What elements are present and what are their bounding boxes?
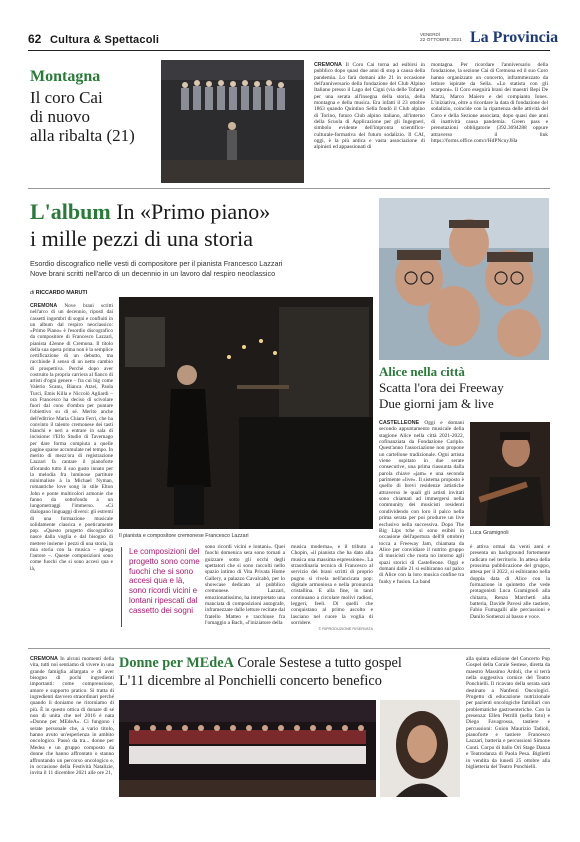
bottom-divider — [28, 648, 550, 649]
section-title: Cultura & Spettacoli — [50, 34, 160, 46]
header-rule — [28, 50, 550, 51]
gospel-choir-photo-image — [119, 700, 376, 797]
pianist-photo-caption: Il pianista e compositore cremonese Francesco Lazzari — [119, 533, 249, 539]
album-title-line1: In «Primo piano» — [116, 199, 271, 224]
montagna-title — [30, 88, 135, 145]
guitarist-photo-image — [470, 422, 550, 526]
singer-portrait-image — [380, 700, 460, 797]
medea-headline — [119, 654, 469, 690]
montagna-title-line2: di nuovo — [30, 107, 90, 126]
gospel-choir-photo — [119, 700, 376, 797]
medea-dateline: CREMONA — [30, 656, 58, 662]
alice-col1-text: Oggi e domani secondo appuntamento musicale della stagione Alice nella città 2021-2022, cofinanziata da Fondazione Cariplo. Quest'anno l'associazione non propone un cartellone tradizionale. Ogni artista viene ospitato in due serate consecutive, una prima riassunta dalla parola chiave «jam» e una seconda parimente «live». Il sistema proposto è quello di brevi residenze artistiche attraverso le quali gli artisti invitati sono chiamati ad immergersi nella community dei musicisti residenti condividendo con loro il palco nella prima serata per poi produrre un live esclusivo nella successiva. Dopo The Big Lips tche si sono esibiti in occasione dell'apertura dell'8 ottobre) tocca a Freeway Jam, chiamata da Alice per convidiare il nutrito gruppo di musicisti che ruota no intorno agli spazi storici di Castelleone. Oggi e domani dalle 21 si esibiranno sul palco di Alice con la loro musica confine tra funky e fusion. La band — [379, 420, 464, 585]
montagna-dateline: CREMONA — [314, 62, 342, 68]
album-kicker: L'album — [30, 199, 111, 224]
montagna-divider — [28, 188, 550, 189]
alice-kicker: Alice nella città — [379, 364, 465, 379]
album-col1 — [30, 303, 113, 636]
masthead: La Provincia — [470, 29, 559, 46]
pianist-photo — [119, 297, 373, 529]
medea-col-right: alla quinta edizione del Concerto Pop Gospel della Corale Sestese, diretta da maestro Massimo Ardoli, che si terrà nella suggestiva cornice del Teatro Ponchielli. Il ricavato della serata sarà destinato a Nanfenti Oncologici. Progetto di educazione nutrizionale per pazienti oncologiche familiari con problematiche gastroenteriche. Con la presenza: Ellen Petrilli (nella foto) e Diego Favagrossa, tastiere e percussioni: Guion Maurizio Tadioli, pianoforte e tastiere Francesco Lazzari, batteria e percussioni Simone Conti. Corpo di ballo Ori Stage Danza e Teatrodanza di Paola Pesa. Biglietti in vendita da lunedì 25 ottobre alla biglietteria del Teatro Ponchielli. — [466, 656, 550, 770]
album-col-b: sono ricordi vicini e lontani». Quei fuochi domenica sera sono tornati a guizzare sotto gli occhi degli spettatori che si sono raccolti nello spazio intimo di Vita Privata Home Gallery, a palazzo Cavalcabò, per lo showcase dedicato al pubblico cremonese. Lazzari, emozionatissimo, ha interpretato una manciata di composizioni autografe, inframezzate dalle letture recitate dal fratello Matteo e racchiuse fra l'omaggio a Bach, «l'iniziatore della — [205, 544, 285, 627]
singer-portrait-photo — [380, 700, 460, 797]
album-dateline: CREMONA — [30, 303, 58, 309]
album-pullquote: Le composizioni del progetto sono come fuochi che si sono accesi qua e là, sono ricordi vicini e lontani ripescati dal cassetto dei sogni — [129, 547, 200, 615]
guitarist-photo — [470, 422, 550, 526]
alice-title — [379, 380, 554, 412]
montagna-col1-text: Il Coro Cai torna ad esibirsi in pubblico dopo quasi due anni di stop a causa della pandemia. Lo farà domani alle 21 in occasione dell'anniversario della fondazione del Club Alpino Italiano presso il Lago del Cigni (via delle Tofane) per una serata all'insegna della storia, della montagna e della musica. Era infatti il 23 ottobre 1863 quando Quintino Sella fondò il Club alpino di Torino, futuro Club alpino italiano, all'interno della Scuola di Applicazione per gli Ingegneri, simbolo evidente dell'impronta scientifico-culturale-formativa del futuro sodalizio. Il CAI, oggi, è la più antica e vasta associazione di alpinisti ed appassionati di — [314, 62, 425, 151]
byline-prefix: di — [30, 290, 35, 296]
montagna-col1 — [314, 62, 425, 182]
album-sub1: Esordio discografico nelle vesti di compositore per il pianista Francesco Lazzari — [30, 259, 283, 268]
freeway-group-photo — [379, 198, 549, 360]
montagna-title-line3: alla ribalta (21) — [30, 126, 135, 145]
album-col1-text: Nove brani scritti nell'arco di un decennio, riposti dai cassetti ingombri di sogni e confluiti in un album dal respiro neoclassico: «Primo Piano» è l'esordio discografico da compositore di Francesco Lazzari, pianista 42enne di Cremona. Il titolo della sua opera prima non è la semplice certificazione di un debutto, ma racchiude il senso di un netto cambio di prospettiva. Perché dopo aver costruito la propria carriera al fianco di artisti d'ogni genere – fra cui big come Valerio Scanu, Bianca Atzei, Paola Turci, Emis Killa e Niccolò Agliardi – ora Francesco ha deciso di scivolare fuori dal cono d'ombra per puntare l'obiettivo su di sé. Merito anche dell'editrice Maria Chiara Ferri, che ha convinto il talento cremonese dei tasti bianchi e neri a entrare in sala di incisione: l'Elfo Studio di Tavernago per dare forma compiuta a quelle pagine sparse accumulate nel tempo. In merito di mezz'ora di registrazione Lazzari fa cantare il pianoforte sfiorando tutto il suo gusto innato per la melodia fra luminose partiture minimaliste à la Michael Nyman, romantiche love song in stile Elton John e ponte multicolori armonie che fanno da sottofondo a un lungometraggi l'immerso. «Ci dialogano linguaggi diversi: gli estremi di una formazione musicale solidamente classica e poeticamente pop. «Questo progetto discografico nasce dalla voglia e dal bisogno di mettere insieme i pezzi di una storia, la mia storia con la musica – spiega l'autore –. Queste composizioni sono come fuochi che si sono accesi qua e là, — [30, 303, 113, 572]
album-headline — [30, 198, 375, 252]
montagna-kicker: Montagna — [30, 68, 101, 85]
byline-author: RICCARDO MARUTI — [35, 290, 88, 296]
header-date: 22 OTTOBRE 2021 — [420, 38, 462, 43]
freeway-group-photo-image — [379, 198, 549, 360]
pianist-photo-image — [119, 297, 373, 529]
album-title-line2: i mille pezzi di una storia — [30, 226, 253, 251]
header-day: VENERDÌ — [420, 32, 441, 37]
montagna-col2: montagna. Per ricordare l'anniversario della fondazione, la sezione Cai di Cremona ed il suo Coro hanno organizzato un concerto, inframmezzato da letture ispirate da Sella. «Lo statista con gli scarponi». Il Coro eseguirà brani dei maestri Bepi De Marzi, Marco Maiero e del compianto Iones. L'iniziativa, oltre a ricordare la data di fondazione del sodalizio, coincide con la ripartenza delle attività del Coro e della Sezione associata, dopo quasi due anni di inattività causa pandemia. Green pass e prenotazioni obbligatorie (392.3694288 oppure attraverso il link https://forms.office.com/r/HdPNcuyJHa — [431, 62, 548, 145]
alice-title-line2: Due giorni jam & live — [379, 396, 494, 411]
alice-col1 — [379, 420, 464, 639]
medea-col-left-text: In alcuni momenti della vita, tutti noi sentiamo di vivere in una grande famiglia allargata e di aver bisogno di pochi ingredienti importanti: come comprensione, amore e supporto pratico. Si tratta di ingredienti davvero straordinari perché quando li doniamo ne ritorniamo di più. È in questo ottica di donare di sé non di unita che nel 2016 è nata «Donne per MEdeA». Ci fungono i serate personale che, a vario titolo, hanno avuto un'esperienza in ambito oncologico. Passò da tra... donne per Medea e un gruppo composto da donne che hanno affrontato o stanno affrontando un percorso oncologico e, in occasione della Festività Natalizie, invita il 11 dicembre 2021 alle ore 21, — [30, 656, 114, 777]
medea-title-line1: Corale Sestese a tutto gospel — [237, 655, 402, 671]
album-byline — [30, 290, 87, 296]
page-number: 62 — [28, 32, 42, 46]
montagna-title-line1: Il coro Cai — [30, 88, 103, 107]
album-end-sig: © RIPRODUZIONE RISERVATA — [318, 627, 373, 632]
medea-col-left — [30, 656, 114, 796]
pullquote-bar — [121, 547, 122, 627]
album-col-c — [291, 544, 373, 636]
alice-dateline: CASTELLEONE — [379, 420, 420, 426]
medea-kicker: Donne per MEdeA — [119, 655, 234, 671]
album-col-c-text: musica moderna», e il tributo a Chopin, «il pianista che ha dato alla musica una massima espressione». La straordinaria tecnica di Francesco al servizio dei brani scritti di proprio pugno si rivela nell'ancicata pop: digitale armoniosa e nella pronuncia cristallina. E alla fine, in tanti continuano a circolare molivi radiosi, leggeri, feeli. Di quelli che conquistano al primo ascolto e lasciano nel cuore la voglia di sorridere. — [291, 544, 373, 627]
alice-col2: è attiva ormai da venti anni e presenta un background fortemente radicato nel territorio. In attesa della prossima pubblicazione del gruppo, attesa per il 2022, si esibiranno nella doppia data di Alice con la formazione in quintetto che vede protagonisti Luca Gramignoli alla chitarra, Renzo Marchetti alla batteria, Davide Pavesi alle tastiere, Fabio Fumagalli alle percussioni e Danilo Somenzi al basso e voce. — [470, 544, 550, 620]
choir-photo-image — [161, 60, 304, 183]
choir-photo — [161, 60, 304, 183]
medea-title-line2: L'11 dicembre al Ponchielli concerto benefico — [119, 673, 382, 689]
alice-title-line1: Scatta l'ora dei Freeway — [379, 380, 504, 395]
album-sub2: Nove brani scritti nell'arco di un decennio in un lavoro dal respiro neoclassico — [30, 269, 276, 278]
guitarist-photo-caption: Luca Gramignoli — [470, 530, 509, 536]
